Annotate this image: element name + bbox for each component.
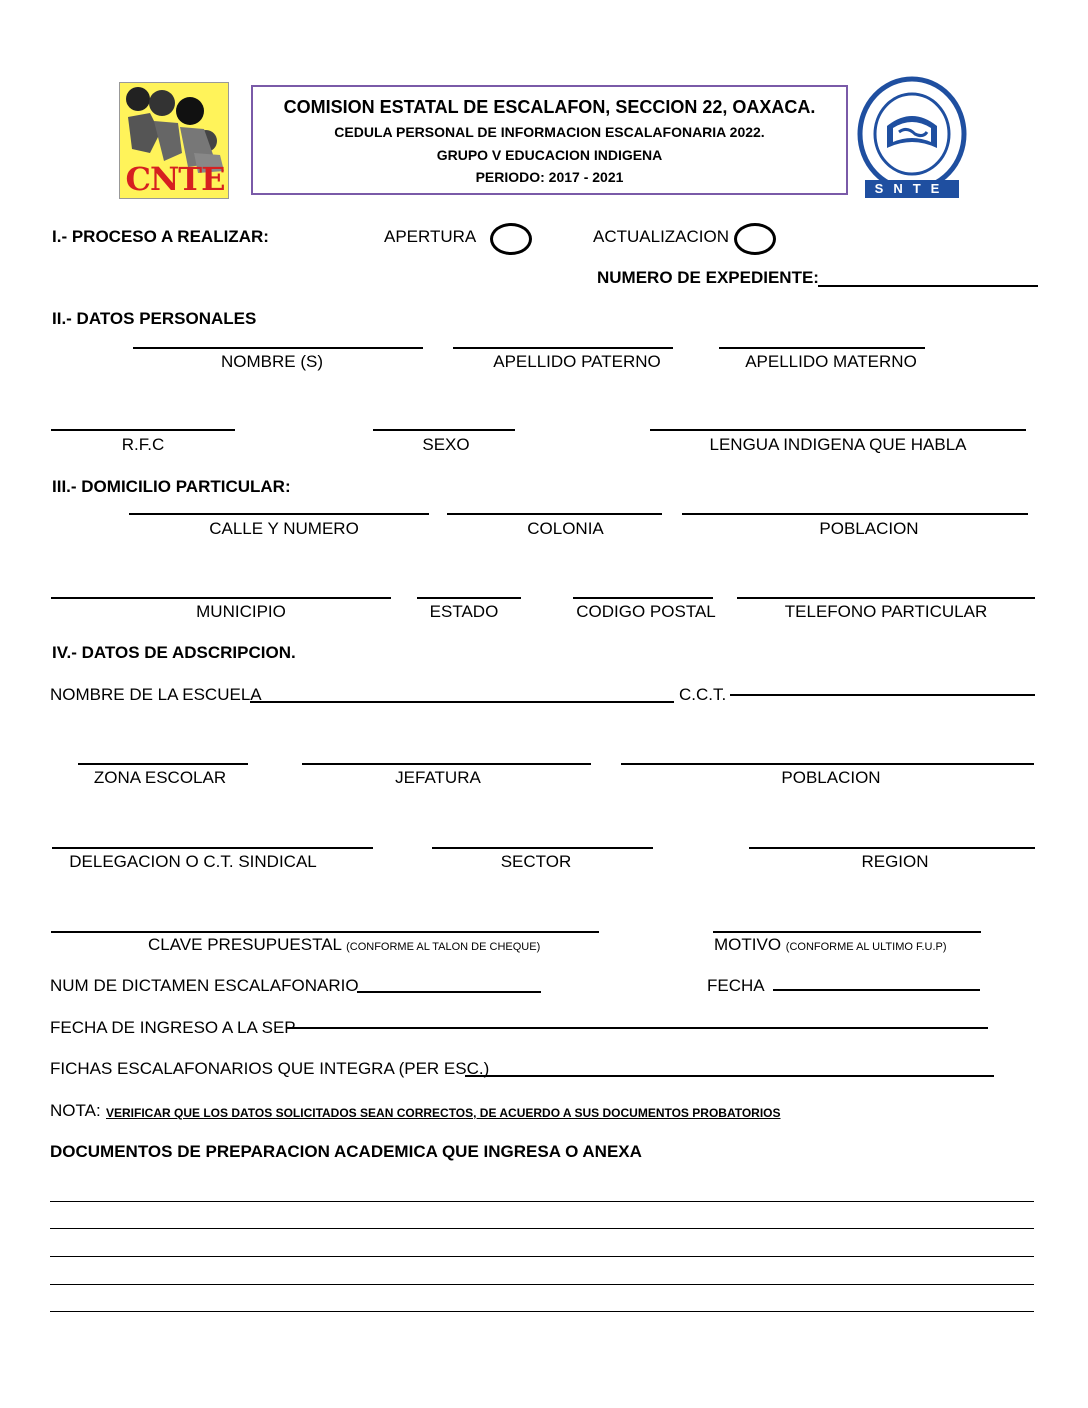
- sector-field[interactable]: [432, 847, 653, 849]
- expediente-field[interactable]: [818, 285, 1038, 287]
- poblacion-label: POBLACION: [819, 519, 919, 538]
- documentos-label: DOCUMENTOS DE PREPARACION ACADEMICA QUE INGRESA O ANEXA: [50, 1142, 642, 1161]
- apellido-materno-label: APELLIDO MATERNO: [745, 352, 917, 371]
- apellido-paterno-label: APELLIDO PATERNO: [493, 352, 661, 371]
- calle-label: CALLE Y NUMERO: [209, 519, 359, 538]
- apellido-materno-field[interactable]: [719, 347, 925, 349]
- ingreso-sep-field[interactable]: [286, 1027, 988, 1029]
- apellido-paterno-field[interactable]: [453, 347, 673, 349]
- colonia-label: COLONIA: [527, 519, 604, 538]
- nombre-label: NOMBRE (S): [221, 352, 323, 371]
- region-label: REGION: [861, 852, 929, 871]
- region-field[interactable]: [749, 847, 1035, 849]
- codigo-postal-field[interactable]: [573, 597, 713, 599]
- cnte-logo-text: CNTE: [125, 160, 225, 198]
- municipio-field[interactable]: [51, 597, 391, 599]
- rfc-label: R.F.C: [121, 435, 165, 454]
- header-group: GRUPO V EDUCACION INDIGENA: [436, 147, 663, 163]
- section-4-label: IV.- DATOS DE ADSCRIPCION.: [52, 643, 296, 662]
- header-title: COMISION ESTATAL DE ESCALAFON, SECCION 22, OAXACA.: [283, 97, 816, 117]
- rfc-field[interactable]: [51, 429, 235, 431]
- lengua-label: LENGUA INDIGENA QUE HABLA: [709, 435, 967, 454]
- documentos-line-3[interactable]: [50, 1256, 1034, 1257]
- ingreso-sep-label: FECHA DE INGRESO A LA SEP: [50, 1018, 296, 1037]
- clave-presupuestal-label: [148, 935, 540, 957]
- motivo-note: (CONFORME AL ULTIMO F.U.P): [785, 941, 947, 953]
- fichas-field[interactable]: [465, 1075, 994, 1077]
- fecha-field[interactable]: [773, 989, 980, 991]
- escuela-field[interactable]: [250, 701, 674, 703]
- cct-field[interactable]: [730, 694, 1035, 696]
- dictamen-field[interactable]: [357, 991, 541, 993]
- documentos-line-2[interactable]: [50, 1228, 1034, 1229]
- dictamen-label: NUM DE DICTAMEN ESCALAFONARIO: [50, 976, 359, 995]
- jefatura-field[interactable]: [302, 763, 591, 765]
- header-box: [251, 85, 848, 195]
- municipio-label: MUNICIPIO: [196, 602, 286, 621]
- escuela-label: NOMBRE DE LA ESCUELA: [50, 685, 262, 704]
- section-1-label: I.- PROCESO A REALIZAR:: [52, 227, 269, 246]
- colonia-field[interactable]: [447, 513, 662, 515]
- actualizacion-label: ACTUALIZACION: [593, 227, 730, 246]
- snte-logo: [857, 76, 967, 200]
- delegacion-field[interactable]: [52, 847, 373, 849]
- motivo-label: [714, 935, 947, 957]
- zona-escolar-field[interactable]: [78, 763, 248, 765]
- apertura-option-circle[interactable]: [490, 223, 532, 255]
- nota-text: VERIFICAR QUE LOS DATOS SOLICITADOS SEAN CORRECTOS, DE ACUERDO A SUS DOCUMENTOS PROBATORIOS: [106, 1106, 781, 1120]
- sector-label: SECTOR: [500, 852, 572, 871]
- header-period: PERIODO: 2017 - 2021: [475, 169, 624, 185]
- clave-presupuestal-note: (CONFORME AL TALON DE CHEQUE): [346, 941, 541, 953]
- delegacion-label: DELEGACION O C.T. SINDICAL: [69, 852, 317, 871]
- zona-escolar-label: ZONA ESCOLAR: [93, 768, 227, 787]
- telefono-label: TELEFONO PARTICULAR: [784, 602, 988, 621]
- jefatura-label: JEFATURA: [395, 768, 481, 787]
- clave-presupuestal-field[interactable]: [51, 931, 599, 933]
- nota-label: NOTA:: [50, 1101, 101, 1120]
- estado-field[interactable]: [417, 597, 521, 599]
- cct-label: C.C.T.: [679, 685, 727, 704]
- fecha-label: FECHA: [707, 976, 765, 995]
- telefono-field[interactable]: [737, 597, 1035, 599]
- actualizacion-option-circle[interactable]: [734, 223, 776, 255]
- nombre-field[interactable]: [133, 347, 423, 349]
- poblacion-field[interactable]: [682, 513, 1028, 515]
- estado-label: ESTADO: [429, 602, 499, 621]
- motivo-field[interactable]: [713, 931, 981, 933]
- cnte-logo: [119, 82, 229, 199]
- expediente-label: NUMERO DE EXPEDIENTE:: [597, 268, 819, 287]
- section-3-label: III.- DOMICILIO PARTICULAR:: [52, 477, 291, 496]
- lengua-field[interactable]: [650, 429, 1026, 431]
- snte-logo-text: SNTE: [874, 181, 950, 196]
- documentos-line-1[interactable]: [50, 1201, 1034, 1202]
- section-2-label: II.- DATOS PERSONALES: [52, 309, 257, 328]
- motivo-text: MOTIVO: [714, 935, 782, 954]
- codigo-postal-label: CODIGO POSTAL: [576, 602, 716, 621]
- adscripcion-poblacion-label: POBLACION: [781, 768, 881, 787]
- calle-field[interactable]: [129, 513, 429, 515]
- documentos-line-4[interactable]: [50, 1284, 1034, 1285]
- adscripcion-poblacion-field[interactable]: [621, 763, 1034, 765]
- documentos-line-5[interactable]: [50, 1311, 1034, 1312]
- sexo-label: SEXO: [422, 435, 470, 454]
- sexo-field[interactable]: [373, 429, 515, 431]
- fichas-label: FICHAS ESCALAFONARIOS QUE INTEGRA (PER ESC.): [50, 1059, 490, 1078]
- clave-presupuestal-text: CLAVE PRESUPUESTAL: [148, 935, 342, 954]
- apertura-label: APERTURA: [384, 227, 477, 246]
- header-subtitle: CEDULA PERSONAL DE INFORMACION ESCALAFONARIA 2022.: [334, 124, 765, 140]
